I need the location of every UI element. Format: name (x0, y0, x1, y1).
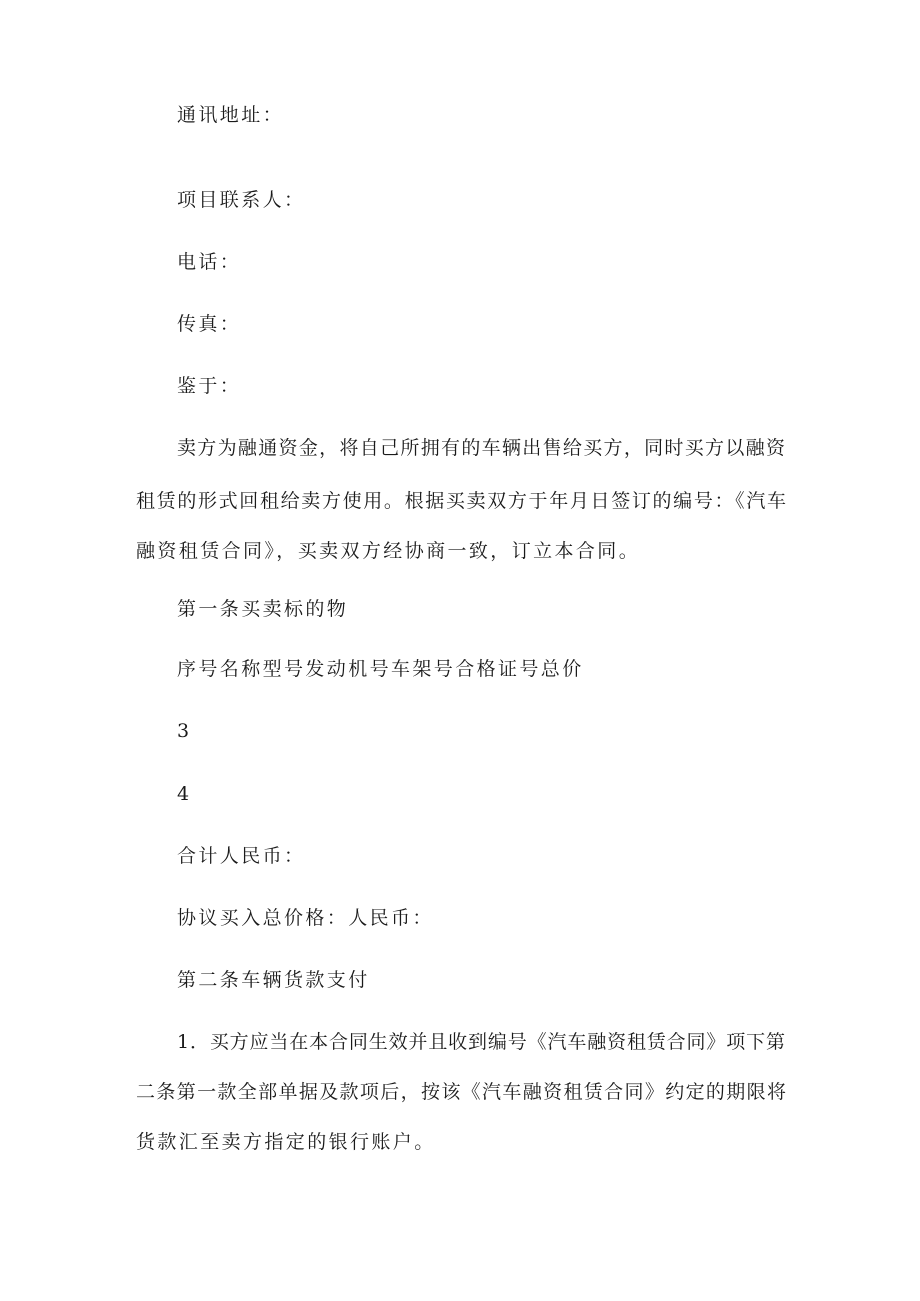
whereas-label: 鉴于： (177, 375, 242, 397)
agreed-total-price-label: 协议买入总价格：人民币： (177, 907, 434, 929)
whereas-paragraph-line-1: 卖方为融通资金，将自己所拥有的车辆出售给买方，同时买方以融资 (177, 437, 785, 459)
total-rmb-label: 合计人民币： (177, 845, 306, 867)
fax-label: 传真： (177, 313, 242, 335)
payment-paragraph-line-1: 1．买方应当在本合同生效并且收到编号《汽车融资租赁合同》项下第 (177, 1031, 785, 1053)
address-label: 通讯地址： (177, 104, 285, 126)
whereas-paragraph-line-2: 租赁的形式回租给卖方使用。根据买卖双方于年月日签订的编号：《汽车 (136, 490, 786, 512)
item-table-header: 序号名称型号发动机号车架号合格证号总价 (177, 658, 584, 680)
article-one-heading: 第一条买卖标的物 (177, 598, 349, 620)
project-contact-label: 项目联系人： (177, 189, 306, 211)
article-two-heading: 第二条车辆货款支付 (177, 969, 370, 991)
item-row-4: 4 (177, 783, 192, 805)
payment-paragraph-line-3: 货款汇至卖方指定的银行账户。 (136, 1131, 436, 1153)
whereas-paragraph-line-3: 融资租赁合同》，买卖双方经协商一致，订立本合同。 (136, 540, 641, 562)
phone-label: 电话： (177, 251, 242, 273)
item-row-3: 3 (177, 720, 192, 742)
payment-paragraph-line-2: 二条第一款全部单据及款项后，按该《汽车融资租赁合同》约定的期限将 (136, 1081, 786, 1103)
